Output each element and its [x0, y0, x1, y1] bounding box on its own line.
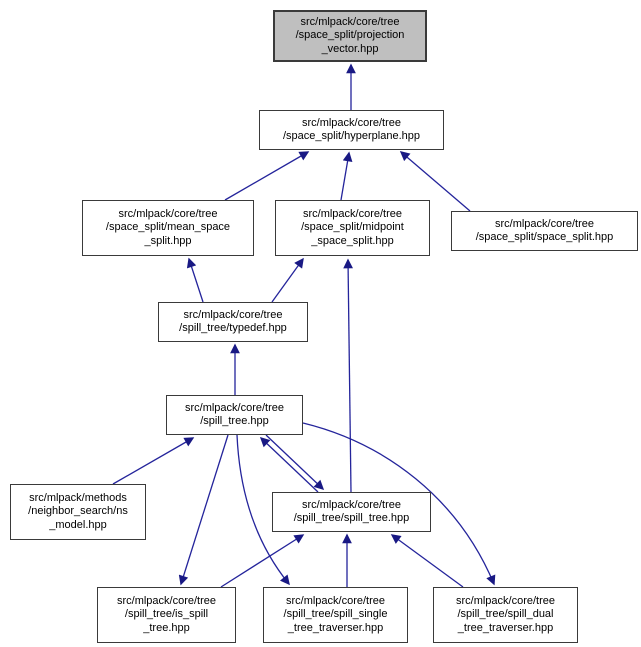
node-label-line: src/mlpack/core/tree: [183, 308, 283, 321]
node-label-line: src/mlpack/core/tree: [184, 401, 285, 414]
edge-spill-tree-hpp-to-is-spill-tree: [181, 435, 228, 584]
edge-typedef-to-midpoint-space-split: [272, 259, 303, 302]
node-label-line: _tree.hpp: [143, 621, 190, 634]
node-label-line: /spill_tree.hpp: [200, 415, 269, 427]
node-hyperplane[interactable]: [259, 110, 444, 150]
node-label-line: _space_split.hpp: [311, 234, 394, 247]
node-label-line: /spill_tree/spill_tree.hpp: [293, 512, 410, 524]
node-label-line: src/mlpack/core/tree: [302, 207, 403, 220]
node-label-line: /spill_tree/typedef.hpp: [179, 322, 287, 334]
edge-typedef-to-mean-space-split: [189, 259, 203, 302]
node-label-line: /neighbor_search/ns: [28, 505, 128, 518]
edge-spill-dual-to-spill-tree-spill-tree: [392, 535, 463, 587]
node-label-line: src/mlpack/core/tree: [455, 594, 556, 607]
edge-spill-tree-hpp-to-spill-tree-spill-tree: [266, 435, 323, 489]
edge-midpoint-space-split-to-hyperplane: [341, 153, 349, 200]
node-spill-tree-typedef[interactable]: [158, 302, 308, 342]
node-label-line: src/mlpack/methods: [29, 491, 127, 504]
node-label-line: _model.hpp: [49, 518, 107, 531]
node-label-line: src/mlpack/core/tree: [301, 116, 402, 129]
node-is-spill-tree[interactable]: [97, 587, 236, 643]
node-spill-single-tree-traverser[interactable]: [263, 587, 408, 643]
node-label-line: src/mlpack/core/tree: [300, 15, 400, 28]
node-label-line: _tree_traverser.hpp: [287, 621, 384, 634]
node-mean-space-split[interactable]: [82, 200, 254, 256]
node-label-line: /space_split/midpoint: [301, 221, 404, 234]
node-label-line: _vector.hpp: [321, 42, 379, 55]
node-label-line: _tree_traverser.hpp: [457, 621, 554, 634]
node-label-line: /space_split/projection: [295, 29, 405, 42]
node-ns-model[interactable]: [10, 484, 146, 540]
node-label-line: /space_split/hyperplane.hpp: [283, 130, 420, 142]
node-label-line: _split.hpp: [144, 234, 192, 247]
node-spill-tree-hpp[interactable]: [166, 395, 303, 435]
node-spill-dual-tree-traverser[interactable]: [433, 587, 578, 643]
node-label-line: /spill_tree/spill_single: [283, 608, 388, 621]
node-label-line: src/mlpack/core/tree: [116, 594, 217, 607]
node-projection-vector[interactable]: [273, 10, 427, 62]
node-midpoint-space-split[interactable]: [275, 200, 430, 256]
node-label-line: src/mlpack/core/tree: [118, 207, 218, 220]
node-label-line: src/mlpack/core/tree: [285, 594, 386, 607]
node-label-line: /spill_tree/spill_dual: [457, 608, 554, 621]
node-space-split[interactable]: [451, 211, 638, 251]
node-spill-tree-spill-tree[interactable]: [272, 492, 431, 532]
edge-spill-tree-spill-tree-to-midpoint: [348, 260, 351, 492]
node-label-line: src/mlpack/core/tree: [494, 217, 595, 230]
node-label-line: /spill_tree/is_spill: [124, 608, 209, 621]
node-label-line: src/mlpack/core/tree: [301, 498, 402, 511]
edge-ns-model-to-spill-tree-hpp: [113, 438, 193, 484]
edge-mean-space-split-to-hyperplane: [225, 152, 308, 200]
node-label-line: /space_split/mean_space: [105, 221, 231, 234]
node-label-line: /space_split/space_split.hpp: [475, 231, 614, 243]
edge-spill-tree-spill-tree-to-spill-tree-hpp: [261, 438, 318, 492]
